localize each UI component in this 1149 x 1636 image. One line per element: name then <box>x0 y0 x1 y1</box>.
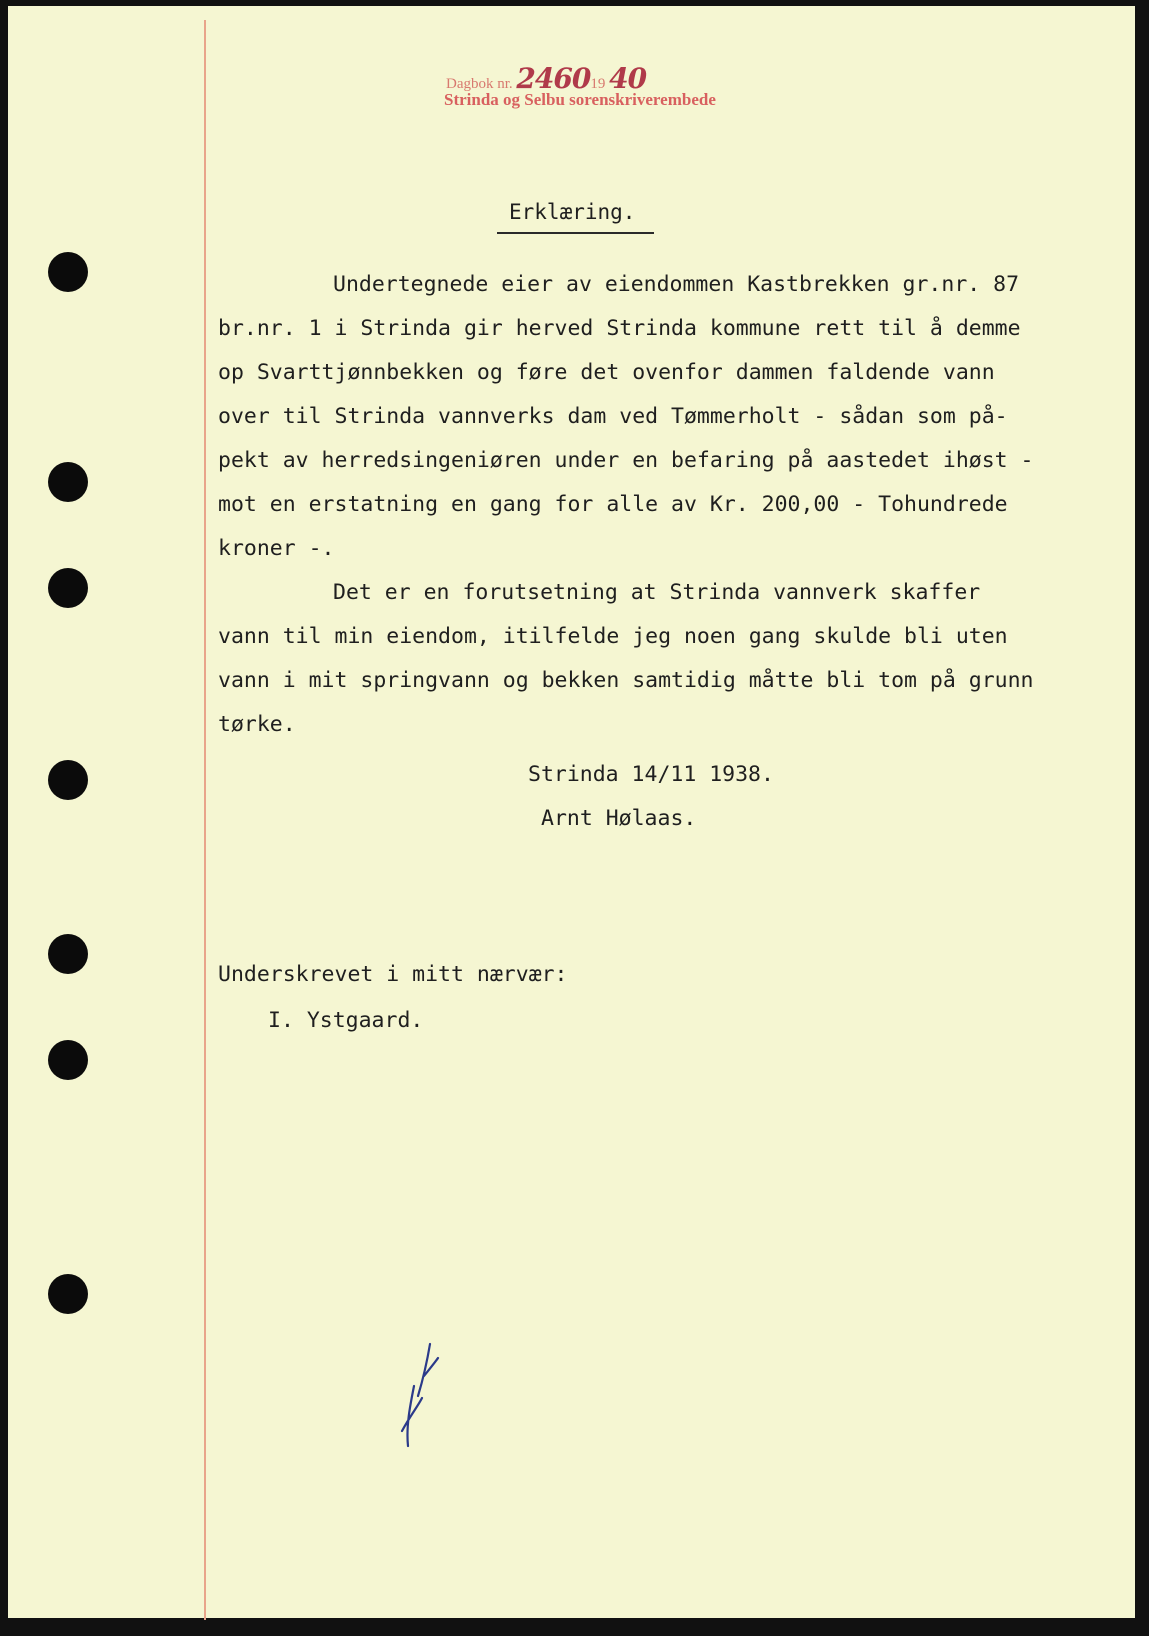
witness-name: I. Ystgaard. <box>268 1008 424 1033</box>
text-line: tørke. <box>218 712 296 737</box>
stamp-number: 2460 <box>516 62 591 95</box>
stamp-year-prefix: 19 <box>590 76 606 92</box>
text-line: pekt av herredsingeniøren under en befaring på aastedet ihøst - <box>218 448 1034 473</box>
witness-label: Underskrevet i mitt nærvær: <box>218 962 568 987</box>
stamp-office: Strinda og Selbu sorenskriverembede <box>444 90 716 109</box>
text-line: mot en erstatning en gang for alle av Kr. 200,00 - Tohundrede <box>218 492 1008 517</box>
punch-hole <box>48 1040 88 1080</box>
punch-hole <box>48 760 88 800</box>
text-line: over til Strinda vannverks dam ved Tømmerholt - sådan som på- <box>218 404 1008 429</box>
punch-hole <box>48 252 88 292</box>
text-line: kroner -. <box>218 536 335 561</box>
punch-hole <box>48 462 88 502</box>
punch-hole <box>48 934 88 974</box>
text-line: op Svarttjønnbekken og føre det ovenfor dammen faldende vann <box>218 360 995 385</box>
punch-hole <box>48 1274 88 1314</box>
punch-hole <box>48 568 88 608</box>
handwritten-signature <box>388 1336 448 1456</box>
place-date: Strinda 14/11 1938. <box>528 762 774 787</box>
title-underline <box>497 232 654 234</box>
document-title: Erklæring. <box>509 200 636 224</box>
stamp-label: Dagbok nr. <box>446 76 513 92</box>
text-line: Undertegnede eier av eiendommen Kastbrekken gr.nr. 87 <box>333 272 1020 297</box>
text-line: br.nr. 1 i Strinda gir herved Strinda kommune rett til å demme <box>218 316 1021 341</box>
signer-name: Arnt Hølaas. <box>541 806 697 831</box>
margin-rule <box>204 20 206 1620</box>
text-line: vann i mit springvann og bekken samtidig måtte bli tom på grunn <box>218 668 1034 693</box>
document-page <box>8 6 1135 1618</box>
text-line: Det er en forutsetning at Strinda vannverk skaffer <box>333 580 981 605</box>
text-line: vann til min eiendom, itilfelde jeg noen gang skulde bli uten <box>218 624 1008 649</box>
stamp-year-suffix: 40 <box>609 62 647 95</box>
